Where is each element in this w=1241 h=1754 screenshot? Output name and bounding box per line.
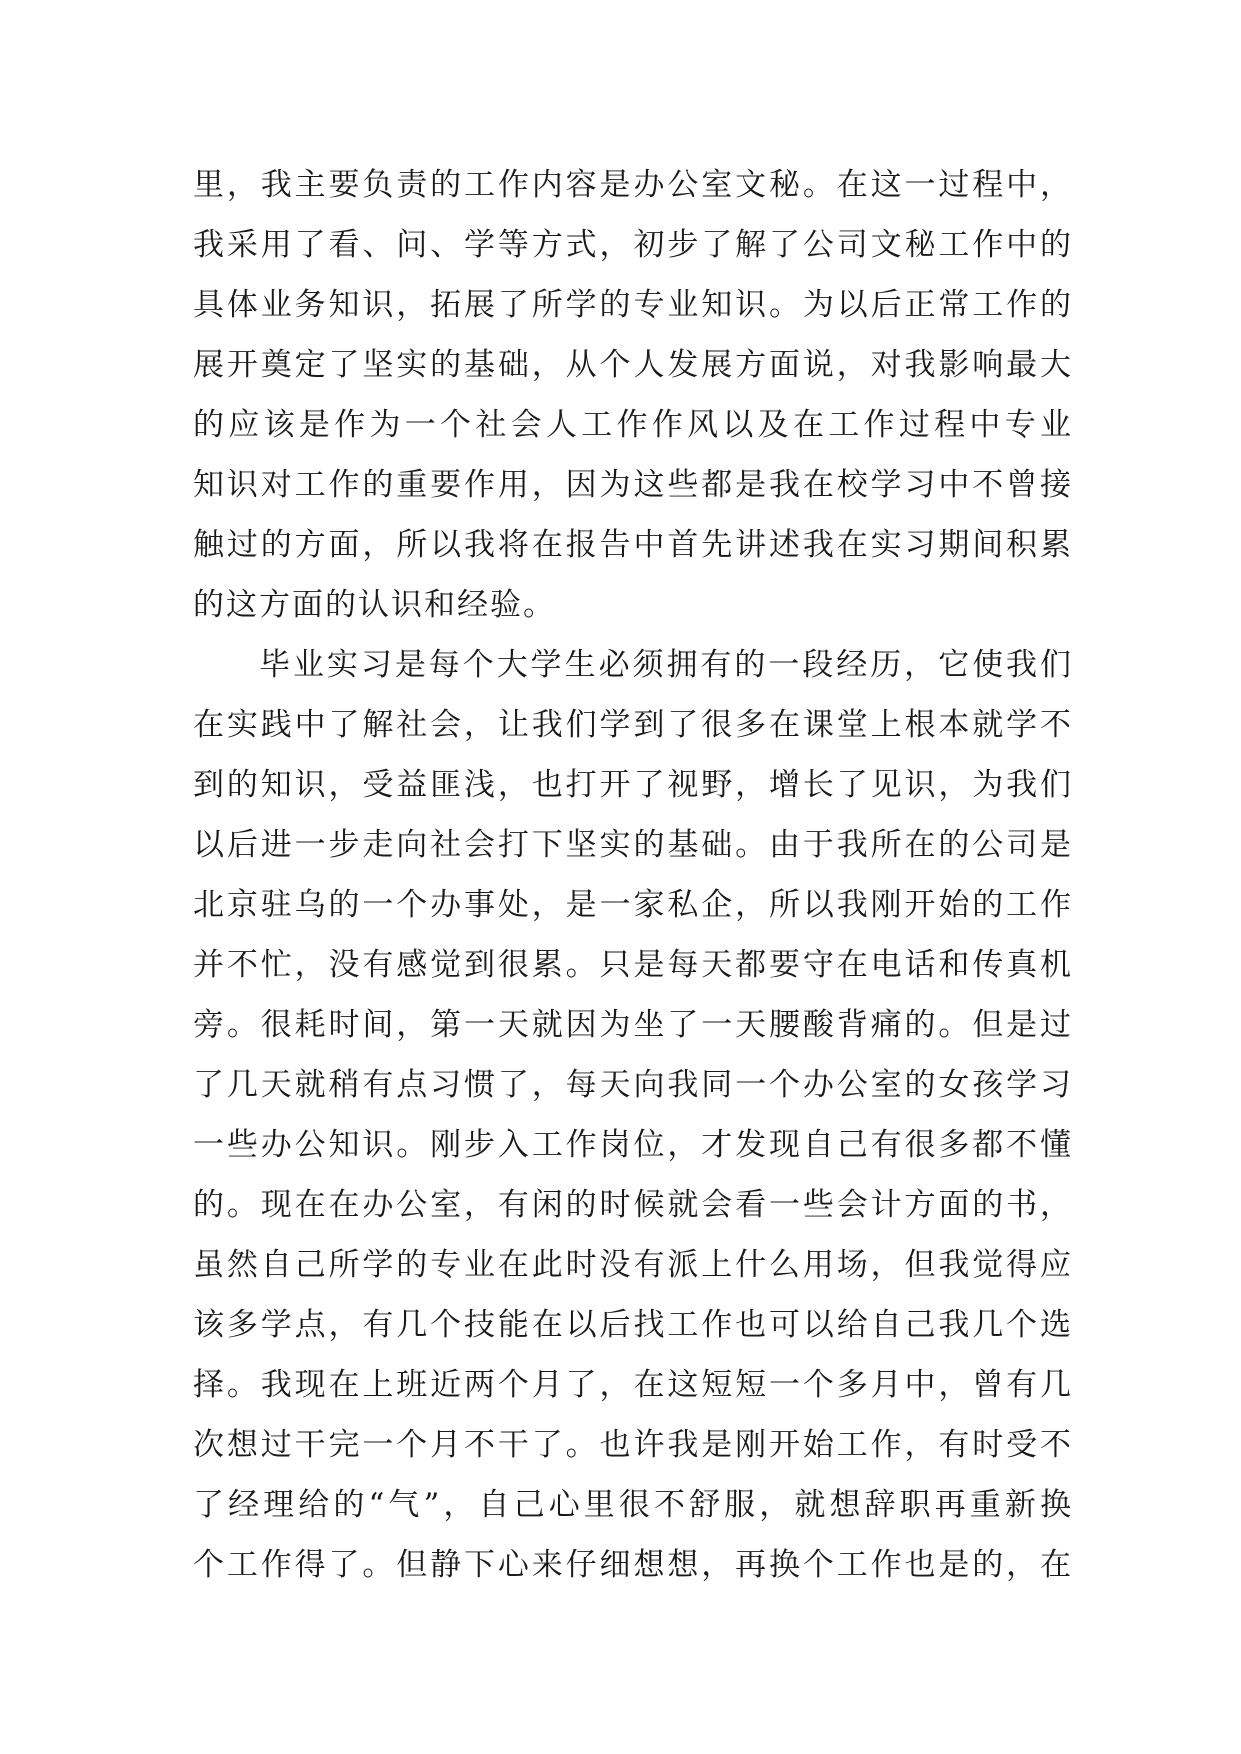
text-line: 里，我主要负责的工作内容是办公室文秘。在这一过程中， [193, 167, 1073, 203]
text-line: 知识对工作的重要作用，因为这些都是我在校学习中不曾接 [193, 467, 1073, 503]
text-line: 的。现在在办公室，有闲的时候就会看一些会计方面的书， [193, 1187, 1073, 1223]
text-line: 我采用了看、问、学等方式，初步了解了公司文秘工作中的 [193, 227, 1073, 263]
text-line: 具体业务知识，拓展了所学的专业知识。为以后正常工作的 [193, 287, 1073, 323]
paragraph [193, 635, 1073, 1595]
paragraph [193, 155, 1073, 635]
text-line: 的应该是作为一个社会人工作作风以及在工作过程中专业 [193, 407, 1073, 443]
text-line: 在实践中了解社会，让我们学到了很多在课堂上根本就学不 [193, 707, 1073, 743]
text-line: 择。我现在上班近两个月了，在这短短一个多月中，曾有几 [193, 1367, 1073, 1403]
text-line: 触过的方面，所以我将在报告中首先讲述我在实习期间积累 [193, 527, 1073, 563]
text-line: 并不忙，没有感觉到很累。只是每天都要守在电话和传真机 [193, 947, 1073, 983]
text-line: 个工作得了。但静下心来仔细想想，再换个工作也是的，在 [193, 1547, 1073, 1583]
text-line: 次想过干完一个月不干了。也许我是刚开始工作，有时受不 [193, 1427, 1073, 1463]
text-line: 了经理给的“气”，自己心里很不舒服，就想辞职再重新换 [193, 1487, 1073, 1523]
text-line: 该多学点，有几个技能在以后找工作也可以给自己我几个选 [193, 1307, 1073, 1343]
body-text [193, 155, 1073, 1595]
text-line: 虽然自己所学的专业在此时没有派上什么用场，但我觉得应 [193, 1247, 1073, 1283]
text-line: 旁。很耗时间，第一天就因为坐了一天腰酸背痛的。但是过 [193, 1007, 1073, 1043]
text-line: 了几天就稍有点习惯了，每天向我同一个办公室的女孩学习 [193, 1067, 1073, 1103]
text-line: 北京驻乌的一个办事处，是一家私企，所以我刚开始的工作 [193, 887, 1073, 923]
text-line: 的这方面的认识和经验。 [193, 587, 556, 623]
text-line: 到的知识，受益匪浅，也打开了视野，增长了见识，为我们 [193, 767, 1073, 803]
text-line: 展开奠定了坚实的基础，从个人发展方面说，对我影响最大 [193, 347, 1073, 383]
text-line: 以后进一步走向社会打下坚实的基础。由于我所在的公司是 [193, 827, 1073, 863]
text-line: 一些办公知识。刚步入工作岗位，才发现自己有很多都不懂 [193, 1127, 1073, 1163]
text-line: 毕业实习是每个大学生必须拥有的一段经历，它使我们 [259, 647, 1073, 683]
